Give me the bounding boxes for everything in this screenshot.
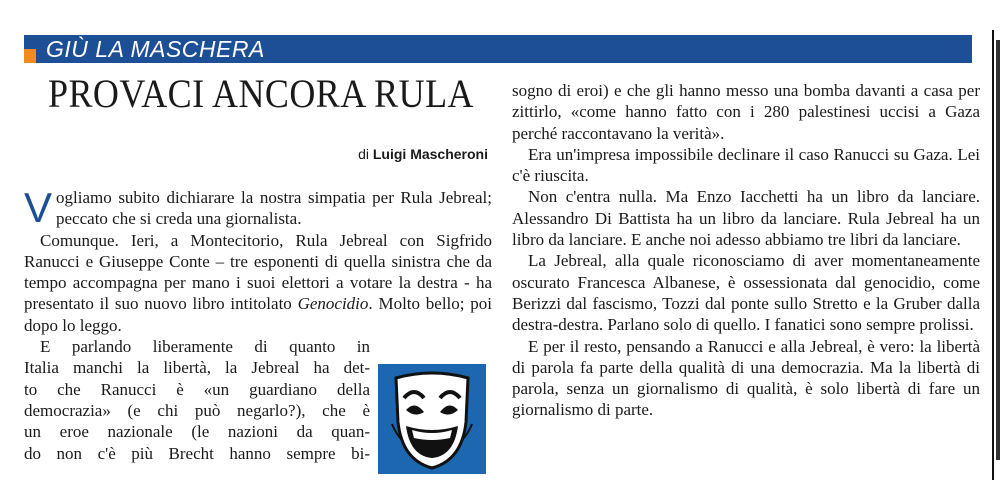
section-kicker: GIÙ LA MASCHERA [46, 36, 265, 62]
drop-cap: V [24, 184, 53, 231]
page-edge-adjacent [996, 40, 1000, 460]
paragraph-text: . Molto bello; poi dopo lo leggo. [24, 294, 493, 335]
text-line: do non c'è più Brecht hanno sempre bi- [24, 443, 370, 463]
paragraph: sogno di eroi) e che gli hanno messo una bomba davanti a casa per zittirlo, «come hanno fatto con i 280 palestinesi uccisi a Gaza perché raccontavano la verità». [512, 81, 980, 143]
page-edge-rule [992, 30, 994, 480]
paragraph: Era un'impresa impossibile declinare il caso Ranucci su Gaza. Lei c'è riuscita. [512, 144, 980, 186]
article-headline: PROVACI ANCORA RULA [48, 71, 474, 116]
text-line: E parlando liberamente di quanto in [40, 337, 370, 357]
paragraph-text: ogliamo subito dichiarare la nostra simpatia per Rula Jebreal; peccato che si creda una giornalista. [56, 188, 492, 229]
comedy-mask-graphic [378, 364, 486, 474]
section-accent [24, 49, 36, 63]
section-banner [24, 35, 972, 63]
paragraph-wrapped [24, 336, 370, 464]
comedy-mask-icon [378, 364, 486, 474]
paragraph: Non c'entra nulla. Ma Enzo Iacchetti ha un libro da lanciare. Alessandro Di Battista ha un libro da lanciare. Rula Jebreal ha un libro da lanciare. E anche noi adesso abbiamo tre libri da lanciare. [512, 187, 980, 250]
text-line: to che Ranucci è «un guardiano della [24, 379, 370, 399]
byline-prefix: di [358, 146, 369, 162]
column-right [512, 80, 980, 421]
text-line: un eroe nazionale (le nazioni da quan- [24, 422, 370, 442]
paragraph [24, 230, 492, 336]
paragraph: La Jebreal, alla quale riconosciamo di aver momentaneamente oscurato Francesca Albanese, è ossessionata dal genocidio, come Berizzi dal fascismo, Tozzi dal ponte sullo Stretto e la Gruber dalla destra-destra. Parlano solo di quello. I fanatici sono sempre prolissi. [512, 251, 980, 335]
text-line: democrazia» (e chi può negarlo?), che è [24, 400, 370, 420]
paragraph: E per il resto, pensando a Ranucci e alla Jebreal, è vero: la libertà di parola fa parte della qualità di una democrazia. Ma la libertà di parola, senza un giornalismo di qualità, è solo libertà di fare un giornalismo di parte. [512, 336, 980, 420]
byline-author: Luigi Mascheroni [372, 146, 488, 162]
byline [358, 146, 488, 162]
book-title: Genocidio [297, 294, 369, 314]
text-line: Italia manchi la libertà, la Jebreal ha det- [24, 358, 370, 378]
paragraph-text: Comunque. Ieri, a Montecitorio, Rula Jebreal con Sigfrido Ranucci e Giuseppe Conte – tre esponenti di quella sinistra che da tempo accompagna per mano i suoi elettori a votare la destra - ha presentato il suo nuovo libro intitolato [24, 230, 492, 314]
paragraph [24, 184, 492, 231]
